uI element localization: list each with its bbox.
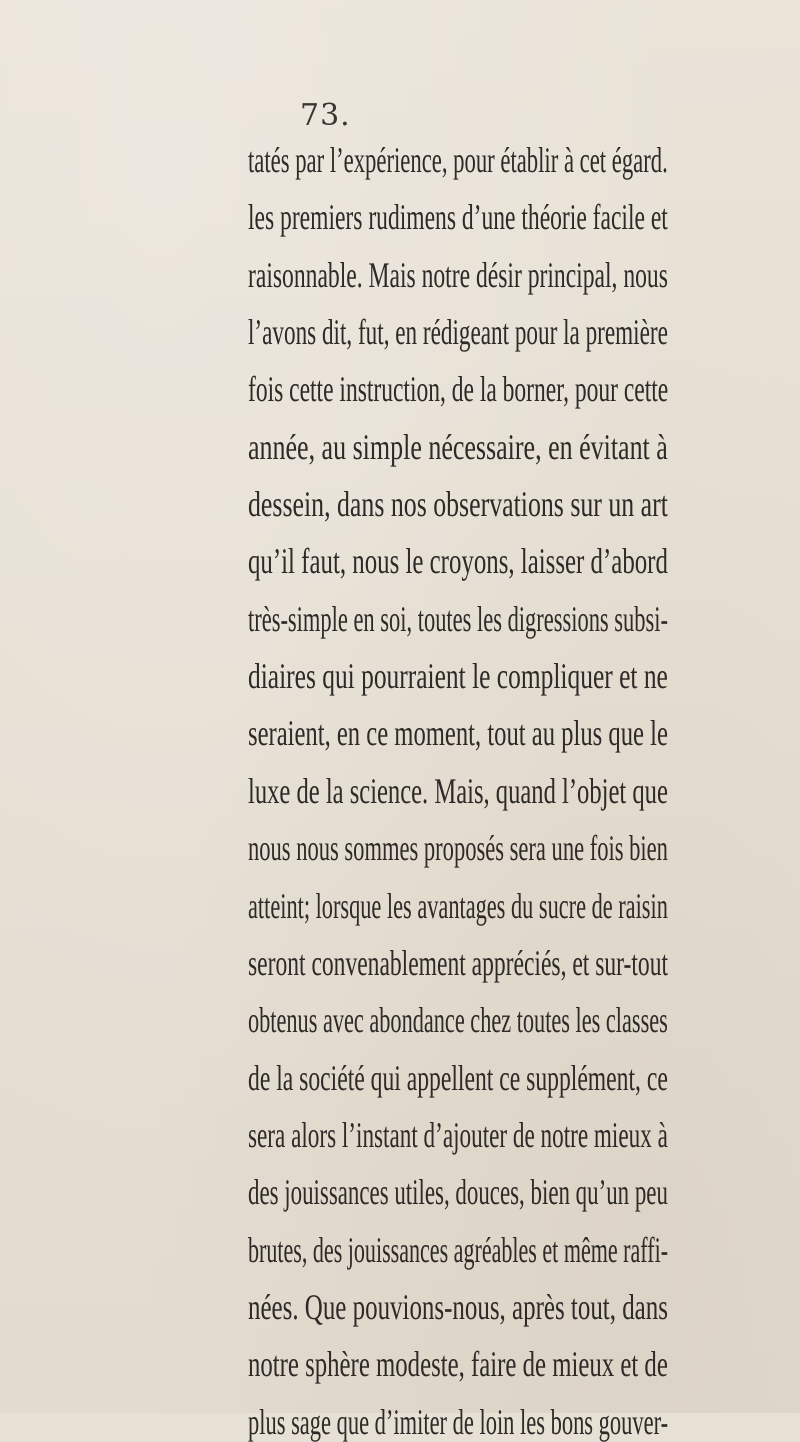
text-line: dessein, dans nos observations sur un art bbox=[248, 484, 668, 524]
text-line: luxe de la science. Mais, quand l’objet que bbox=[248, 771, 668, 811]
text-line: de la société qui appellent ce supplément, ce bbox=[248, 1058, 668, 1098]
page-number: 73. bbox=[300, 98, 351, 133]
text-line: des jouissances utiles, douces, bien qu’un peu bbox=[248, 1172, 668, 1212]
text-line: les premiers rudimens d’une théorie facile et bbox=[248, 197, 668, 237]
text-line: sera alors l’instant d’ajouter de notre mieux à bbox=[248, 1115, 668, 1155]
text-line: raisonnable. Mais notre désir principal, nous bbox=[248, 255, 668, 295]
text-line: l’avons dit, fut, en rédigeant pour la première bbox=[248, 312, 668, 352]
text-line: plus sage que d’imiter de loin les bons gouver- bbox=[248, 1402, 669, 1442]
text-line: fois cette instruction, de la borner, pour cette bbox=[248, 369, 669, 409]
text-line: nées. Que pouvions-nous, après tout, dans bbox=[248, 1287, 668, 1327]
text-line: diaires qui pourraient le compliquer et ne bbox=[248, 656, 668, 696]
text-line: obtenus avec abondance chez toutes les classes bbox=[248, 1000, 668, 1040]
text-line: nous nous sommes proposés sera une fois bien bbox=[248, 828, 668, 868]
text-line: très-simple en soi, toutes les digressions subsi- bbox=[248, 599, 668, 639]
text-line: brutes, des jouissances agréables et même raffi- bbox=[248, 1230, 669, 1270]
text-line: qu’il faut, nous le croyons, laisser d’abord bbox=[248, 541, 668, 581]
text-line: tatés par l’expérience, pour établir à cet égard. bbox=[248, 140, 668, 180]
text-line: seraient, en ce moment, tout au plus que le bbox=[248, 713, 668, 753]
text-line: année, au simple nécessaire, en évitant à bbox=[248, 427, 668, 467]
text-line: atteint; lorsque les avantages du sucre de raisin bbox=[248, 886, 668, 926]
text-line: seront convenablement appréciés, et sur-tout bbox=[248, 943, 669, 983]
text-line: notre sphère modeste, faire de mieux et de bbox=[248, 1344, 668, 1384]
